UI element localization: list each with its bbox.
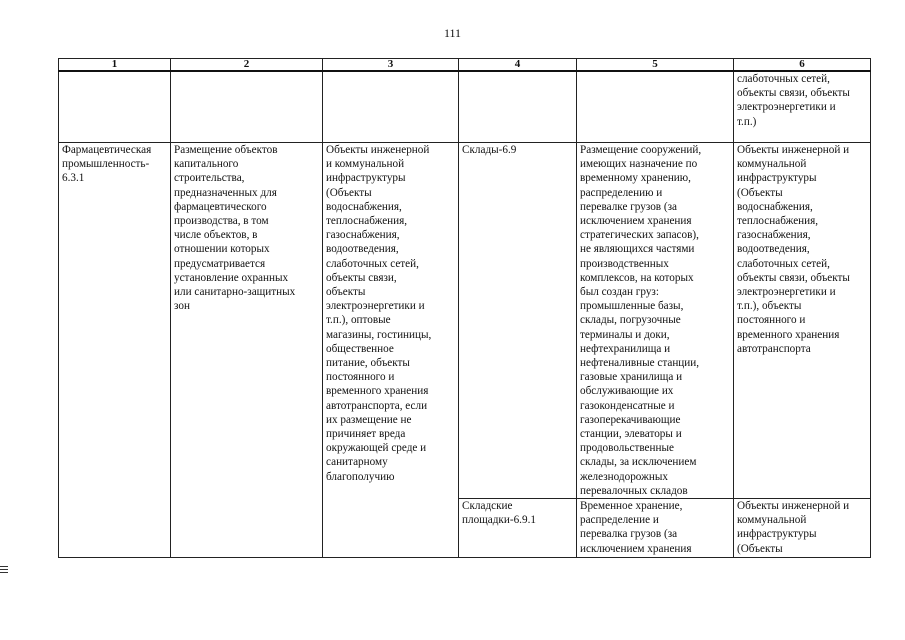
table-row-pharma: [59, 143, 871, 499]
column-header-1: 1: [59, 59, 171, 72]
conditional-use-description: Размещение сооружений, имеющих назначение по временному хранению, распределению и перевалке грузов (за исключением хранения стратегических запасов), не являющихся частями производственных комплексов, на которых был создан груз: промышленные базы, склады, погрузочные терминалы и доки, нефтехранилища и нефтеналивные станции, газовые хранилища и обслуживающие их газоконденсатные и газоперекачивающие станции, элеваторы и продовольственные склады, за исключением железнодорожных перевалочных складов: [577, 143, 734, 499]
main-use-description: Размещение объектов капитального строительства, предназначенных для фармацевтического производства, в том числе объектов, в отношении которых предусматривается установление охранных или санитарно-защитных зон: [171, 143, 323, 558]
main-use-name: Фармацевтическая промышленность- 6.3.1: [59, 143, 171, 558]
conditional-use-description: Временное хранение, распределение и перевалка грузов (за исключением хранения: [577, 499, 734, 558]
table-cell-empty: [459, 71, 577, 143]
column-header-2: 2: [171, 59, 323, 72]
zoning-table: [58, 58, 871, 558]
column-header-6: 6: [734, 59, 871, 72]
column-header-5: 5: [577, 59, 734, 72]
table-header-row: [59, 59, 871, 72]
table-cell-empty: [59, 71, 171, 143]
conditional-use-name: Склады-6.9: [459, 143, 577, 499]
column-header-3: 3: [323, 59, 459, 72]
table-cell-empty: [577, 71, 734, 143]
conditional-auxiliary-uses: Объекты инженерной и коммунальной инфраструктуры (Объекты: [734, 499, 871, 558]
conditional-use-name: Складские площадки-6.9.1: [459, 499, 577, 558]
column-header-4: 4: [459, 59, 577, 72]
table-row-continuation: [59, 71, 871, 143]
table-cell-empty: [171, 71, 323, 143]
page-number: 111: [443, 26, 462, 40]
margin-binding-mark: [0, 566, 8, 578]
table-cell-empty: [323, 71, 459, 143]
auxiliary-uses: Объекты инженерной и коммунальной инфраструктуры (Объекты водоснабжения, теплоснабжения, газоснабжения, водоотведения, слаботочных сетей, объекты связи, объекты электроэнергетики и т.п.), оптовые магазины, гостиницы, общественное питание, объекты постоянного и временного хранения автотранспорта, если их размещение не причиняет вреда окружающей среде и санитарному благополучию: [323, 143, 459, 558]
conditional-auxiliary-uses: Объекты инженерной и коммунальной инфраструктуры (Объекты водоснабжения, теплоснабжения, газоснабжения, водоотведения, слаботочных сетей, объекты связи, объекты электроэнергетики и т.п.), объекты постоянного и временного хранения автотранспорта: [734, 143, 871, 499]
continued-conditional-uses: слаботочных сетей, объекты связи, объекты электроэнергетики и т.п.): [734, 71, 871, 143]
